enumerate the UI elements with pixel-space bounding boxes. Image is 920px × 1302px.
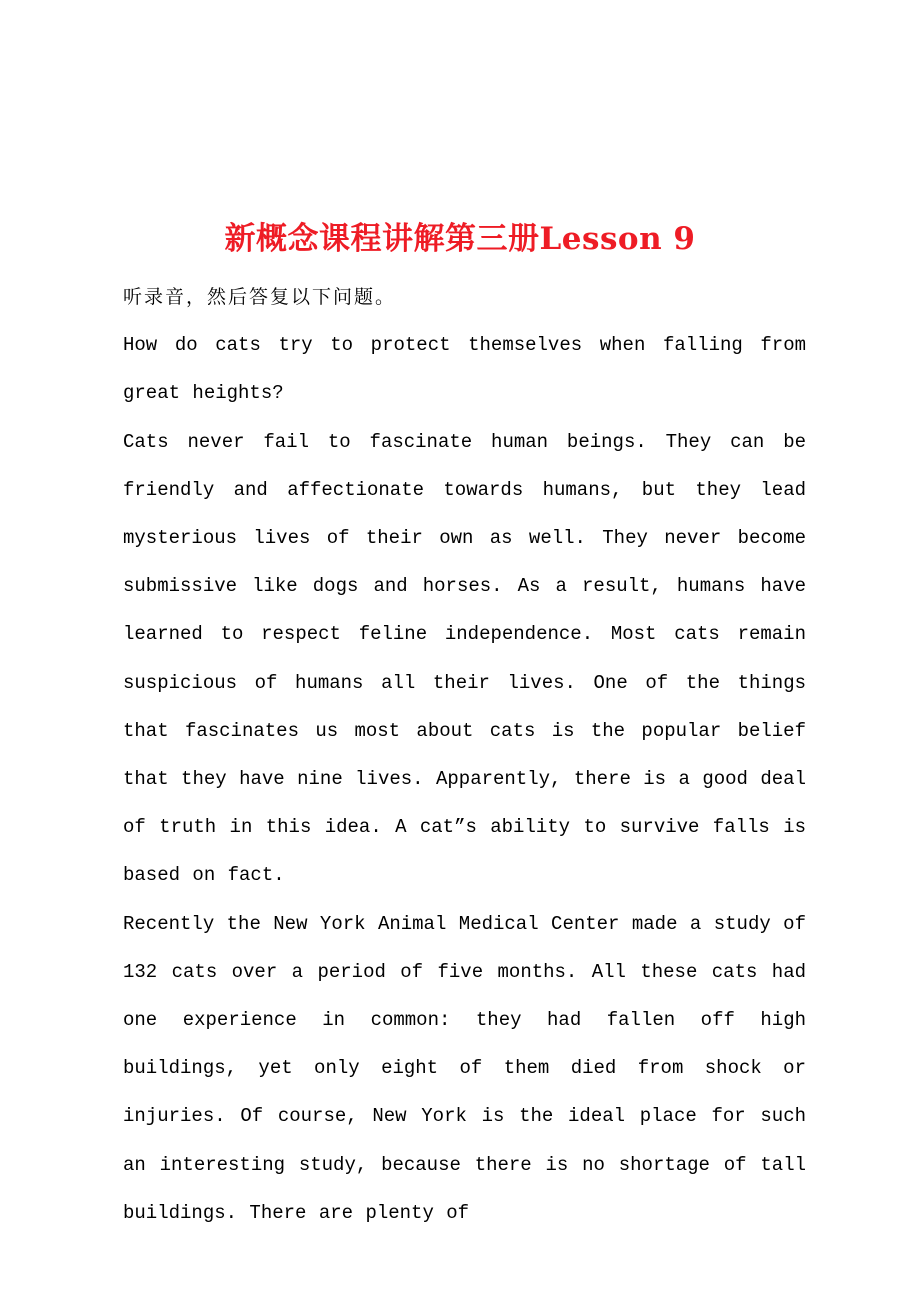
comprehension-question: How do cats try to protect themselves when falling from great heights? [123, 334, 806, 405]
listening-instruction: 听录音，然后答复以下问题。 [123, 286, 397, 308]
document-title: 新概念课程讲解第三册Lesson 9 [224, 220, 696, 257]
document-body [123, 273, 806, 1237]
passage-paragraph-2: Recently the New York Animal Medical Center made a study of 132 cats over a period of five months. All these cats had one experience in common: they had fallen off high buildings, yet only eight of them died from shock or injuries. Of course, New York is the ideal place for such an interesting study, because there is no shortage of tall buildings. There are plenty of [123, 912, 806, 1224]
passage-paragraph-1: Cats never fail to fascinate human beings. They can be friendly and affectionate towards humans, but they lead mysterious lives of their own as well. They never become submissive like dogs and horses. As a result, humans have learned to respect feline independence. Most cats remain suspicious of humans all their lives. One of the things that fascinates us most about cats is the popular belief that they have nine lives. Apparently, there is a good deal of truth in this idea. A cat”s ability to survive falls is based on fact. [123, 430, 806, 887]
